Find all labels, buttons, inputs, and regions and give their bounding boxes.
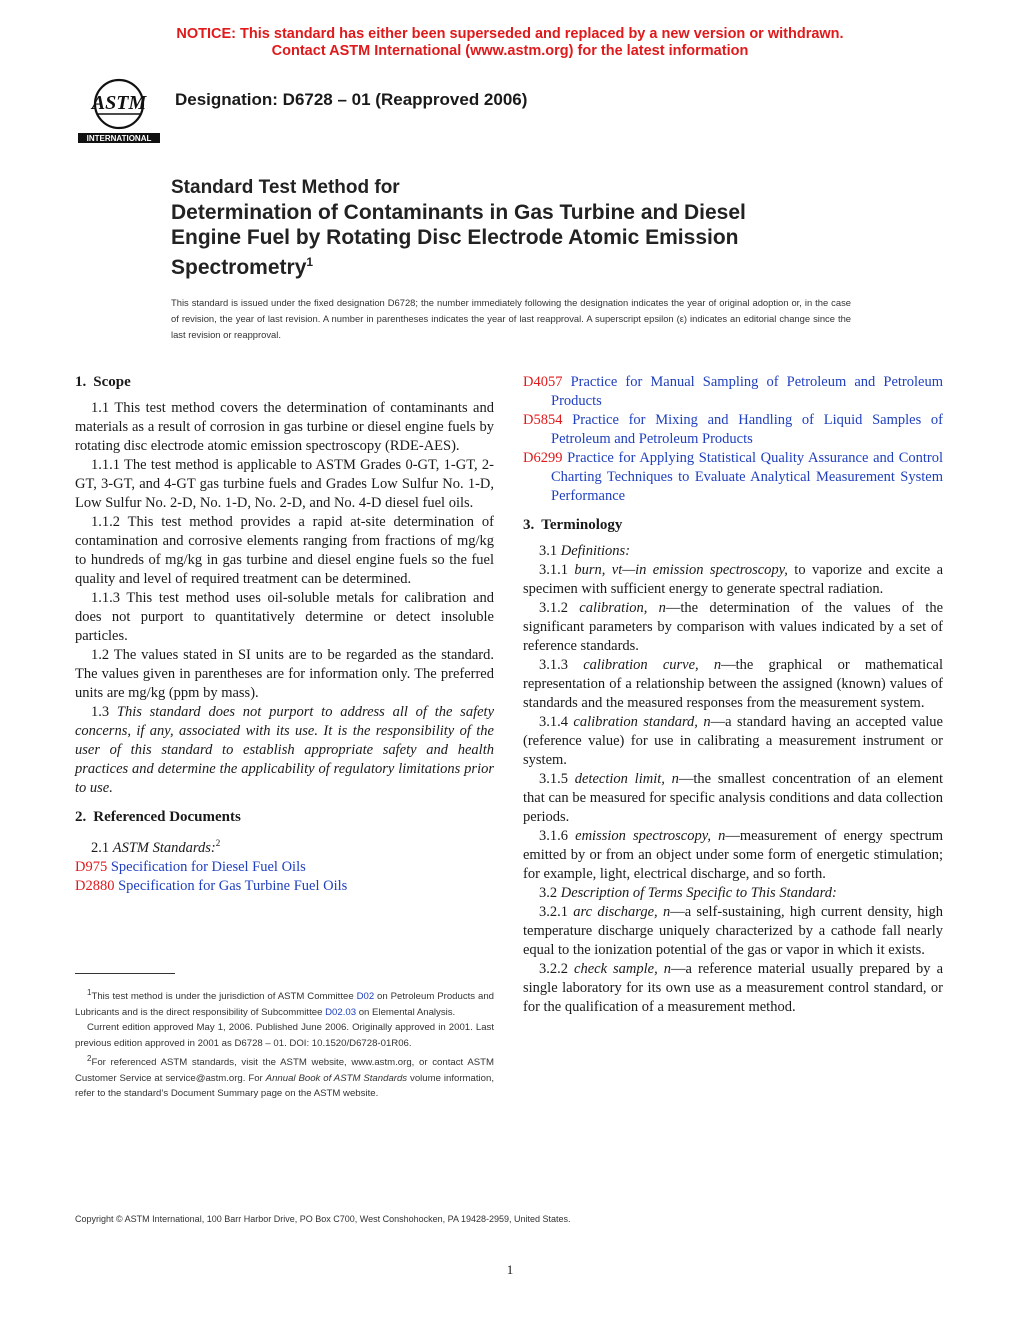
- def-3-1-1: 3.1.1 burn, vt—in emission spectroscopy, to vaporize and excite a specimen with sufficient energy to generate spectral radiation.: [523, 562, 944, 597]
- withdrawal-notice: [0, 26, 1020, 60]
- logo-letters: ASTM: [91, 92, 147, 114]
- right-column: [523, 373, 943, 1017]
- left-column: [75, 373, 494, 896]
- issued-note: This standard is issued under the fixed designation D6728; the number immediately following the designation indicates the year of original adoption or, in the case of revision, the year of last revision. A number in parentheses indicates the year of last reapproval. A superscript epsilon (ε) indicates an editorial change since the last revision or reapproval.: [171, 297, 851, 340]
- section-2-heading: 2. Referenced Documents: [75, 809, 241, 825]
- para-1-2: 1.2 The values stated in SI units are to be regarded as the standard. The values given in parentheses are for information only. The preferred units are mg/kg (ppm by mass).: [75, 647, 494, 701]
- section-3-heading: 3. Terminology: [523, 517, 623, 533]
- footnote-divider: [75, 973, 175, 974]
- title-footnote-mark: 1: [306, 255, 314, 269]
- notice-line-1: NOTICE: This standard has either been superseded and replaced by a new version or withdrawn.: [176, 26, 844, 42]
- ref-item-d6299[interactable]: D6299 Practice for Applying Statistical Quality Assurance and Control Charting Techniques to Evaluate Analytical Measurement System Performance: [523, 450, 944, 504]
- para-1-1-1: 1.1.1 The test method is applicable to ASTM Grades 0-GT, 1-GT, 2-GT, 3-GT, and 4-GT gas turbine fuels and Grades Low Sulfur No. 1-D, Low Sulfur No. 2-D, No. 1-D, No. 2-D, and No. 4-D diesel fuel oils.: [75, 457, 494, 511]
- para-1-1: 1.1 This test method covers the determination of contaminants and materials as a result of corrosion in gas turbine or diesel engine fuels by rotating disc electrode atomic emission spectroscopy (RDE-AES).: [75, 400, 494, 454]
- astm-logo: [76, 78, 162, 148]
- para-2-1: 2.1 ASTM Standards:$^2$: [91, 838, 221, 856]
- def-3-1-3: 3.1.3 calibration curve, n—the graphical or mathematical representation of a relationship between the assigned (known) values of standards and the measured responses from the measurement system.: [523, 657, 943, 711]
- link-d02[interactable]: D02: [356, 991, 375, 1003]
- para-3-2: 3.2 Description of Terms Specific to This Standard:: [539, 885, 837, 901]
- footnote-1: $^1$This test method is under the jurisdiction of ASTM Committee D02 on Petroleum Products and Lubricants and is the direct responsibility of Subcommittee D02.03 on Elemental Analysis.: [75, 988, 494, 1018]
- def-3-2-1: 3.2.1 arc discharge, n—a self-sustaining, high current density, high temperature discharge uniquely characterized by a cathode fall nearly equal to the ionization potential of the gas or vapor in which it exists.: [523, 904, 943, 958]
- copyright-line: Copyright © ASTM International, 100 Barr Harbor Drive, PO Box C700, West Conshohocken, PA 19428-2959, United States.: [75, 1214, 571, 1224]
- footnotes: [75, 985, 494, 1102]
- def-3-1-5: 3.1.5 detection limit, n—the smallest concentration of an element that can be measured for specific analysis conditions and data collection periods.: [523, 771, 943, 825]
- para-1-3: 1.3 This standard does not purport to address all of the safety concerns, if any, associated with its use. It is the responsibility of the user of this standard to establish appropriate safety and health practices and determine the applicability of regulatory limitations prior to use.: [75, 704, 495, 796]
- ref-item-d2880[interactable]: D2880 Specification for Gas Turbine Fuel Oils: [75, 877, 348, 894]
- title-line-2: Engine Fuel by Rotating Disc Electrode Atomic Emission: [171, 226, 739, 249]
- page-number: 1: [506, 1262, 514, 1277]
- designation: Designation: D6728 – 01 (Reapproved 2006): [175, 90, 528, 109]
- title-line-3: Spectrometry: [171, 256, 307, 279]
- link-d02-03[interactable]: D02.03: [325, 1006, 357, 1018]
- para-1-1-3: 1.1.3 This test method uses oil-soluble metals for calibration and does not purport to quantitatively determine or detect insoluble particles.: [75, 590, 494, 644]
- title-prefix: Standard Test Method for: [171, 177, 400, 198]
- footnote-edition: Current edition approved May 1, 2006. Published June 2006. Originally approved in 2001. Last previous edition approved in 2001 as D6728 – 01. DOI: 10.1520/D6728-01R06.: [75, 1022, 494, 1049]
- footnote-2: $^2$For referenced ASTM standards, visit the ASTM website, www.astm.org, or contact ASTM Customer Service at service@astm.org. For Annual Book of ASTM Standards volume information, refer to the standard’s Document Summary page on the ASTM website.: [75, 1054, 494, 1100]
- section-1-heading: 1. Scope: [75, 374, 131, 390]
- def-3-2-2: 3.2.2 check sample, n—a reference material usually prepared by a single laboratory for its own use as a measurement control standard, or for the qualification of a measurement method.: [523, 961, 944, 1015]
- ref-item-d5854[interactable]: D5854 Practice for Mixing and Handling of Liquid Samples of Petroleum and Petroleum Products: [523, 412, 943, 447]
- def-3-1-4: 3.1.4 calibration standard, n—a standard having an accepted value (reference value) for use in calibrating a measurement instrument or system.: [523, 714, 943, 768]
- notice-line-2: Contact ASTM International (www.astm.org) for the latest information: [271, 43, 749, 59]
- def-3-1-2: 3.1.2 calibration, n—the determination of the values of the significant parameters by comparison with values indicated by a set of reference standards.: [523, 600, 944, 654]
- def-3-1-6: 3.1.6 emission spectroscopy, n—measurement of energy spectrum emitted by or from an object under some form of energetic stimulation; for example, light, electrical discharge, and so forth.: [523, 828, 943, 882]
- para-3-1: 3.1 Definitions:: [539, 543, 631, 559]
- logo-subtext: INTERNATIONAL: [86, 134, 152, 143]
- title-line-1: Determination of Contaminants in Gas Turbine and Diesel: [171, 201, 746, 224]
- para-1-1-2: 1.1.2 This test method provides a rapid at-site determination of contamination and corrosive elements ranging from fractions of mg/kg to hundreds of mg/kg in gas turbine and diesel engine fuels so the fuel quality and level of required treatment can be determined.: [75, 514, 494, 587]
- document-title: [171, 176, 851, 280]
- ref-item-d975[interactable]: D975 Specification for Diesel Fuel Oils: [75, 858, 306, 875]
- ref-item-d4057[interactable]: D4057 Practice for Manual Sampling of Petroleum and Petroleum Products: [523, 374, 943, 409]
